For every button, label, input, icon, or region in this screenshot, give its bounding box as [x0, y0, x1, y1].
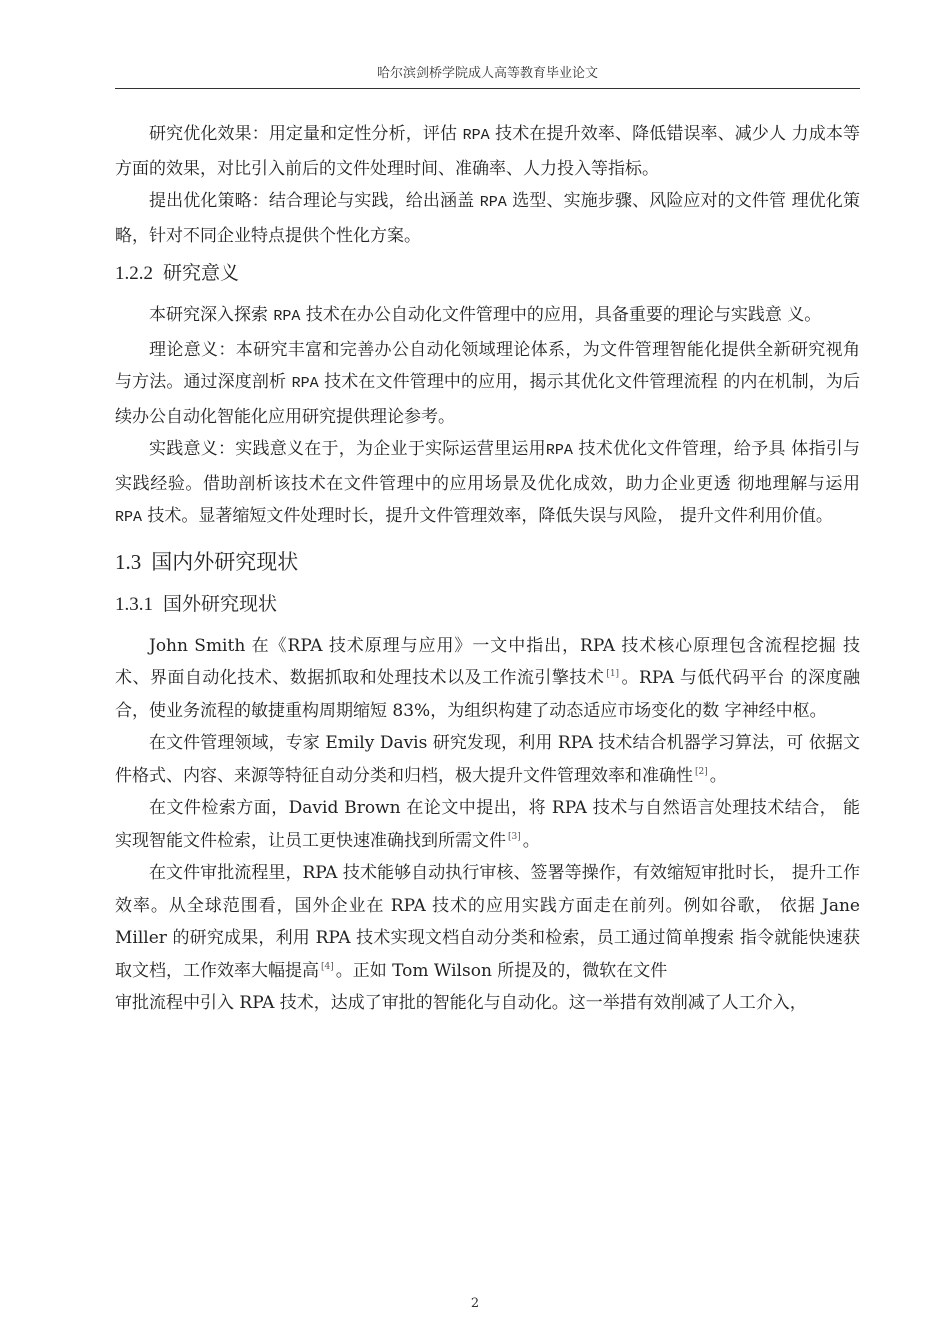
citation-ref-2[interactable]: [2] — [695, 766, 708, 777]
section-heading-1-3-1: 1.3.1 国外研究现状 — [115, 592, 278, 615]
running-header: 哈尔滨剑桥学院成人高等教育毕业论文 — [376, 66, 598, 81]
paragraph-john-smith: John Smith 在《RPA 技术原理与应用》一文中指出，RPA 技术核心原理包含流程挖掘 技术、界面自动化技术、数据抓取和处理技术以及工作流引擎技术 [1] 。RPA 与低代码平台 的深度融合，使业务流程的敏捷重构周期缩短 83%，为组织构建了动态适应市场变化的数 字神经中枢。 — [115, 635, 861, 721]
header-rule — [115, 88, 860, 89]
paragraph-approval-workflow: 在文件审批流程里，RPA 技术能够自动执行审核、签署等操作，有效缩短审批时长， 提升工作效率。从全球范围看，国外企业在 RPA 技术的应用实践方面走在前列。例如谷歌， 依据 Jane Miller 的研究成果，利用 RPA 技术实现文档自动分类和检索，员工通过简单搜索 指令就能快速获取文档，工作效率大幅提高 [4] 。正如 Tom Wilson 所提及的，微软在文件 — [115, 863, 860, 981]
paragraph-significance-intro: 本研究深入探索 RPA 技术在办公自动化文件管理中的应用，具备重要的理论与实践意 义。 — [149, 305, 822, 325]
section-heading-1-2-2: 1.2.2 研究意义 — [115, 262, 240, 284]
body-content — [115, 118, 860, 1020]
paragraph-emily-davis: 在文件管理领域，专家 Emily Davis 研究发现，利用 RPA 技术结合机器学习算法，可 依据文件格式、内容、来源等特征自动分类和归档，极大提升文件管理效率和准确性 [2] 。 — [115, 733, 860, 786]
citation-ref-1[interactable]: [1] — [606, 669, 620, 679]
paragraph-theoretical-significance: 理论意义：本研究丰富和完善办公自动化领域理论体系，为文件管理智能化提供全新研究视角与方法。通过深度剖析 RPA 技术在文件管理中的应用，揭示其优化文件管理流程 的内在机制，为后续办公自动化智能化应用研究提供理论参考。 — [115, 339, 860, 427]
paragraph-optimization-strategy: 提出优化策略：结合理论与实践，给出涵盖 RPA 选型、实施步骤、风险应对的文件管 理优化策略，针对不同企业特点提供个性化方案。 — [115, 191, 860, 246]
citation-ref-3[interactable]: [3] — [508, 831, 521, 842]
paragraph-practical-significance: 实践意义：实践意义在于，为企业于实际运营里运用RPA 技术优化文件管理，给予具 体指引与实践经验。借助剖析该技术在文件管理中的应用场景及优化成效，助力企业更透 彻地理解与运用RPA 技术。显著缩短文件处理时长，提升文件管理效率，降低失误与风险， 提升文件利用价值。 — [115, 439, 861, 526]
page-number: 2 — [470, 1296, 480, 1311]
section-heading-1-3: 1.3 国内外研究现状 — [115, 549, 299, 574]
paragraph-research-effect: 研究优化效果：用定量和定性分析，评估 RPA 技术在提升效率、降低错误率、减少人 力成本等方面的效果，对比引入前后的文件处理时间、准确率、人力投入等指标。 — [115, 124, 861, 179]
citation-ref-4[interactable]: [4] — [321, 961, 334, 972]
paragraph-david-brown: 在文件检索方面，David Brown 在论文中提出，将 RPA 技术与自然语言处理技术结合， 能实现智能文件检索，让员工更快速准确找到所需文件 [3] 。 — [115, 798, 860, 851]
paragraph-continuation: 审批流程中引入 RPA 技术，达成了审批的智能化与自动化。这一举措有效削减了人工介入， — [115, 993, 807, 1013]
